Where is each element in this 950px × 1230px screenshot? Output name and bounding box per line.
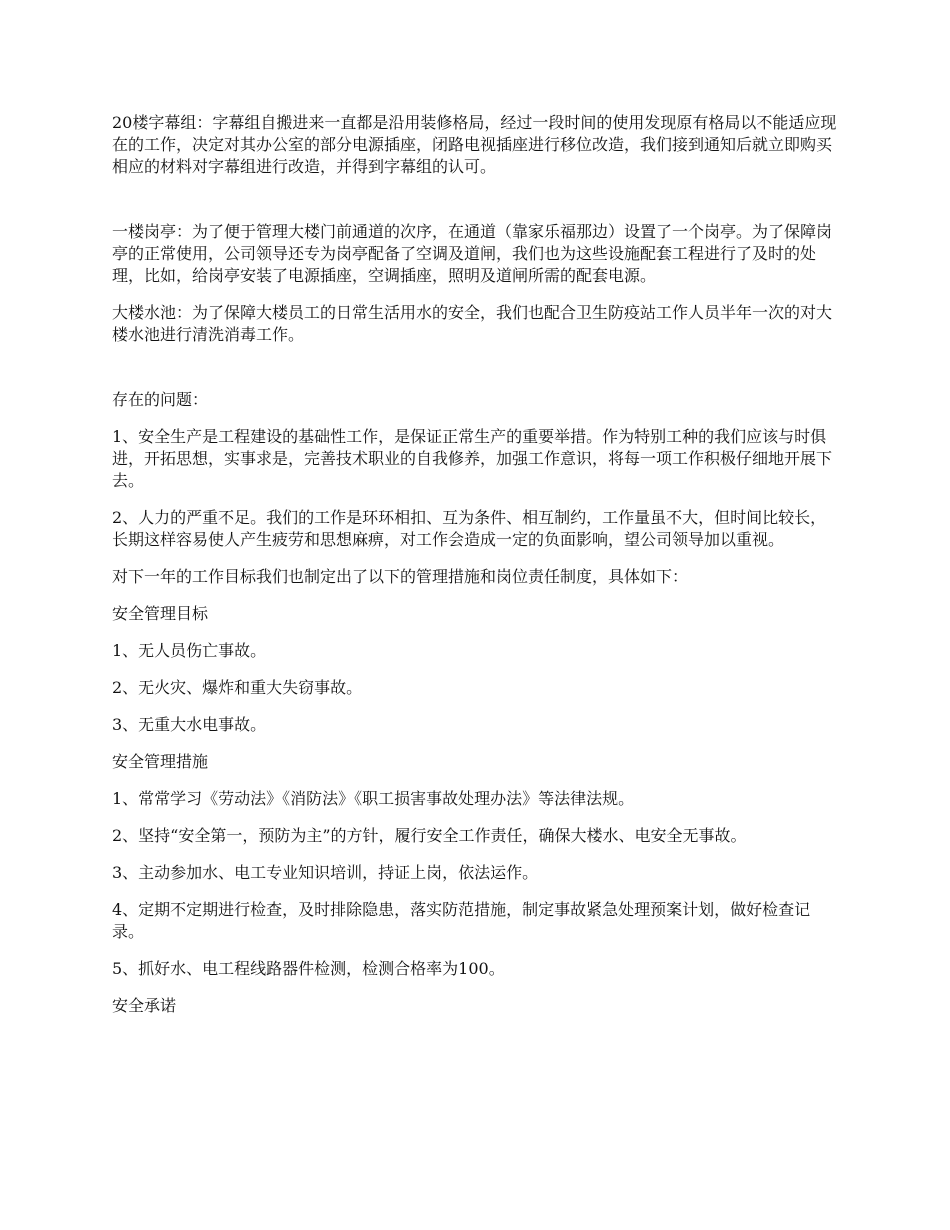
paragraph-guard-booth: 一楼岗亭：为了便于管理大楼门前通道的次序，在通道（靠家乐福那边）设置了一个岗亭。为了保障岗亭的正常使用，公司领导还专为岗亭配备了空调及道闸，我们也为这些设施配套工程进行了及时的处理，比如，给岗亭安装了电源插座，空调插座，照明及道闸所需的配套电源。	[112, 222, 833, 285]
safety-measure-item-5: 5、抓好水、电工程线路器件检测，检测合格率为100。	[112, 959, 505, 978]
paragraph-water-tank: 大楼水池：为了保障大楼员工的日常生活用水的安全，我们也配合卫生防疫站工作人员半年一次的对大楼水池进行清洗消毒工作。	[112, 303, 833, 344]
section-heading-safety-measures: 安全管理措施	[112, 752, 209, 771]
safety-measure-item-2: 2、坚持“安全第一，预防为主”的方针，履行安全工作责任，确保大楼水、电安全无事故。	[112, 826, 747, 845]
safety-measure-item-3: 3、主动参加水、电工专业知识培训，持证上岗，依法运作。	[112, 863, 539, 882]
paragraph-next-year-goals: 对下一年的工作目标我们也制定出了以下的管理措施和岗位责任制度，具体如下：	[112, 567, 689, 586]
safety-measure-item-4: 4、定期不定期进行检查，及时排除隐患，落实防范措施，制定事故紧急处理预案计划，做好检查记录。	[112, 900, 811, 941]
section-heading-safety-commitment: 安全承诺	[112, 996, 177, 1015]
safety-goal-item-3: 3、无重大水电事故。	[112, 715, 267, 734]
section-heading-safety-goals: 安全管理目标	[112, 604, 209, 623]
document-page	[112, 112, 842, 1017]
safety-goal-item-1: 1、无人员伤亡事故。	[112, 641, 267, 660]
safety-goal-item-2: 2、无火灾、爆炸和重大失窃事故。	[112, 678, 363, 697]
safety-measure-item-1: 1、常常学习《劳动法》《消防法》《职工损害事故处理办法》等法律法规。	[112, 789, 635, 808]
problem-item-1: 1、安全生产是工程建设的基础性工作，是保证正常生产的重要举措。作为特别工种的我们应该与时俱进，开拓思想，实事求是，完善技术职业的自我修养，加强工作意识，将每一项工作积极仔细地开展下去。	[112, 427, 833, 490]
paragraph-subtitle-group-renovation: 20楼字幕组：字幕组自搬进来一直都是沿用装修格局，经过一段时间的使用发现原有格局以不能适应现在的工作，决定对其办公室的部分电源插座，闭路电视插座进行移位改造，我们接到通知后就立即购买相应的材料对字幕组进行改造，并得到字幕组的认可。	[112, 113, 837, 176]
section-heading-existing-problems: 存在的问题：	[112, 390, 209, 409]
problem-item-2: 2、人力的严重不足。我们的工作是环环相扣、互为条件、相互制约，工作量虽不大，但时间比较长，长期这样容易使人产生疲劳和思想麻痹，对工作会造成一定的负面影响，望公司领导加以重视。	[112, 508, 827, 549]
